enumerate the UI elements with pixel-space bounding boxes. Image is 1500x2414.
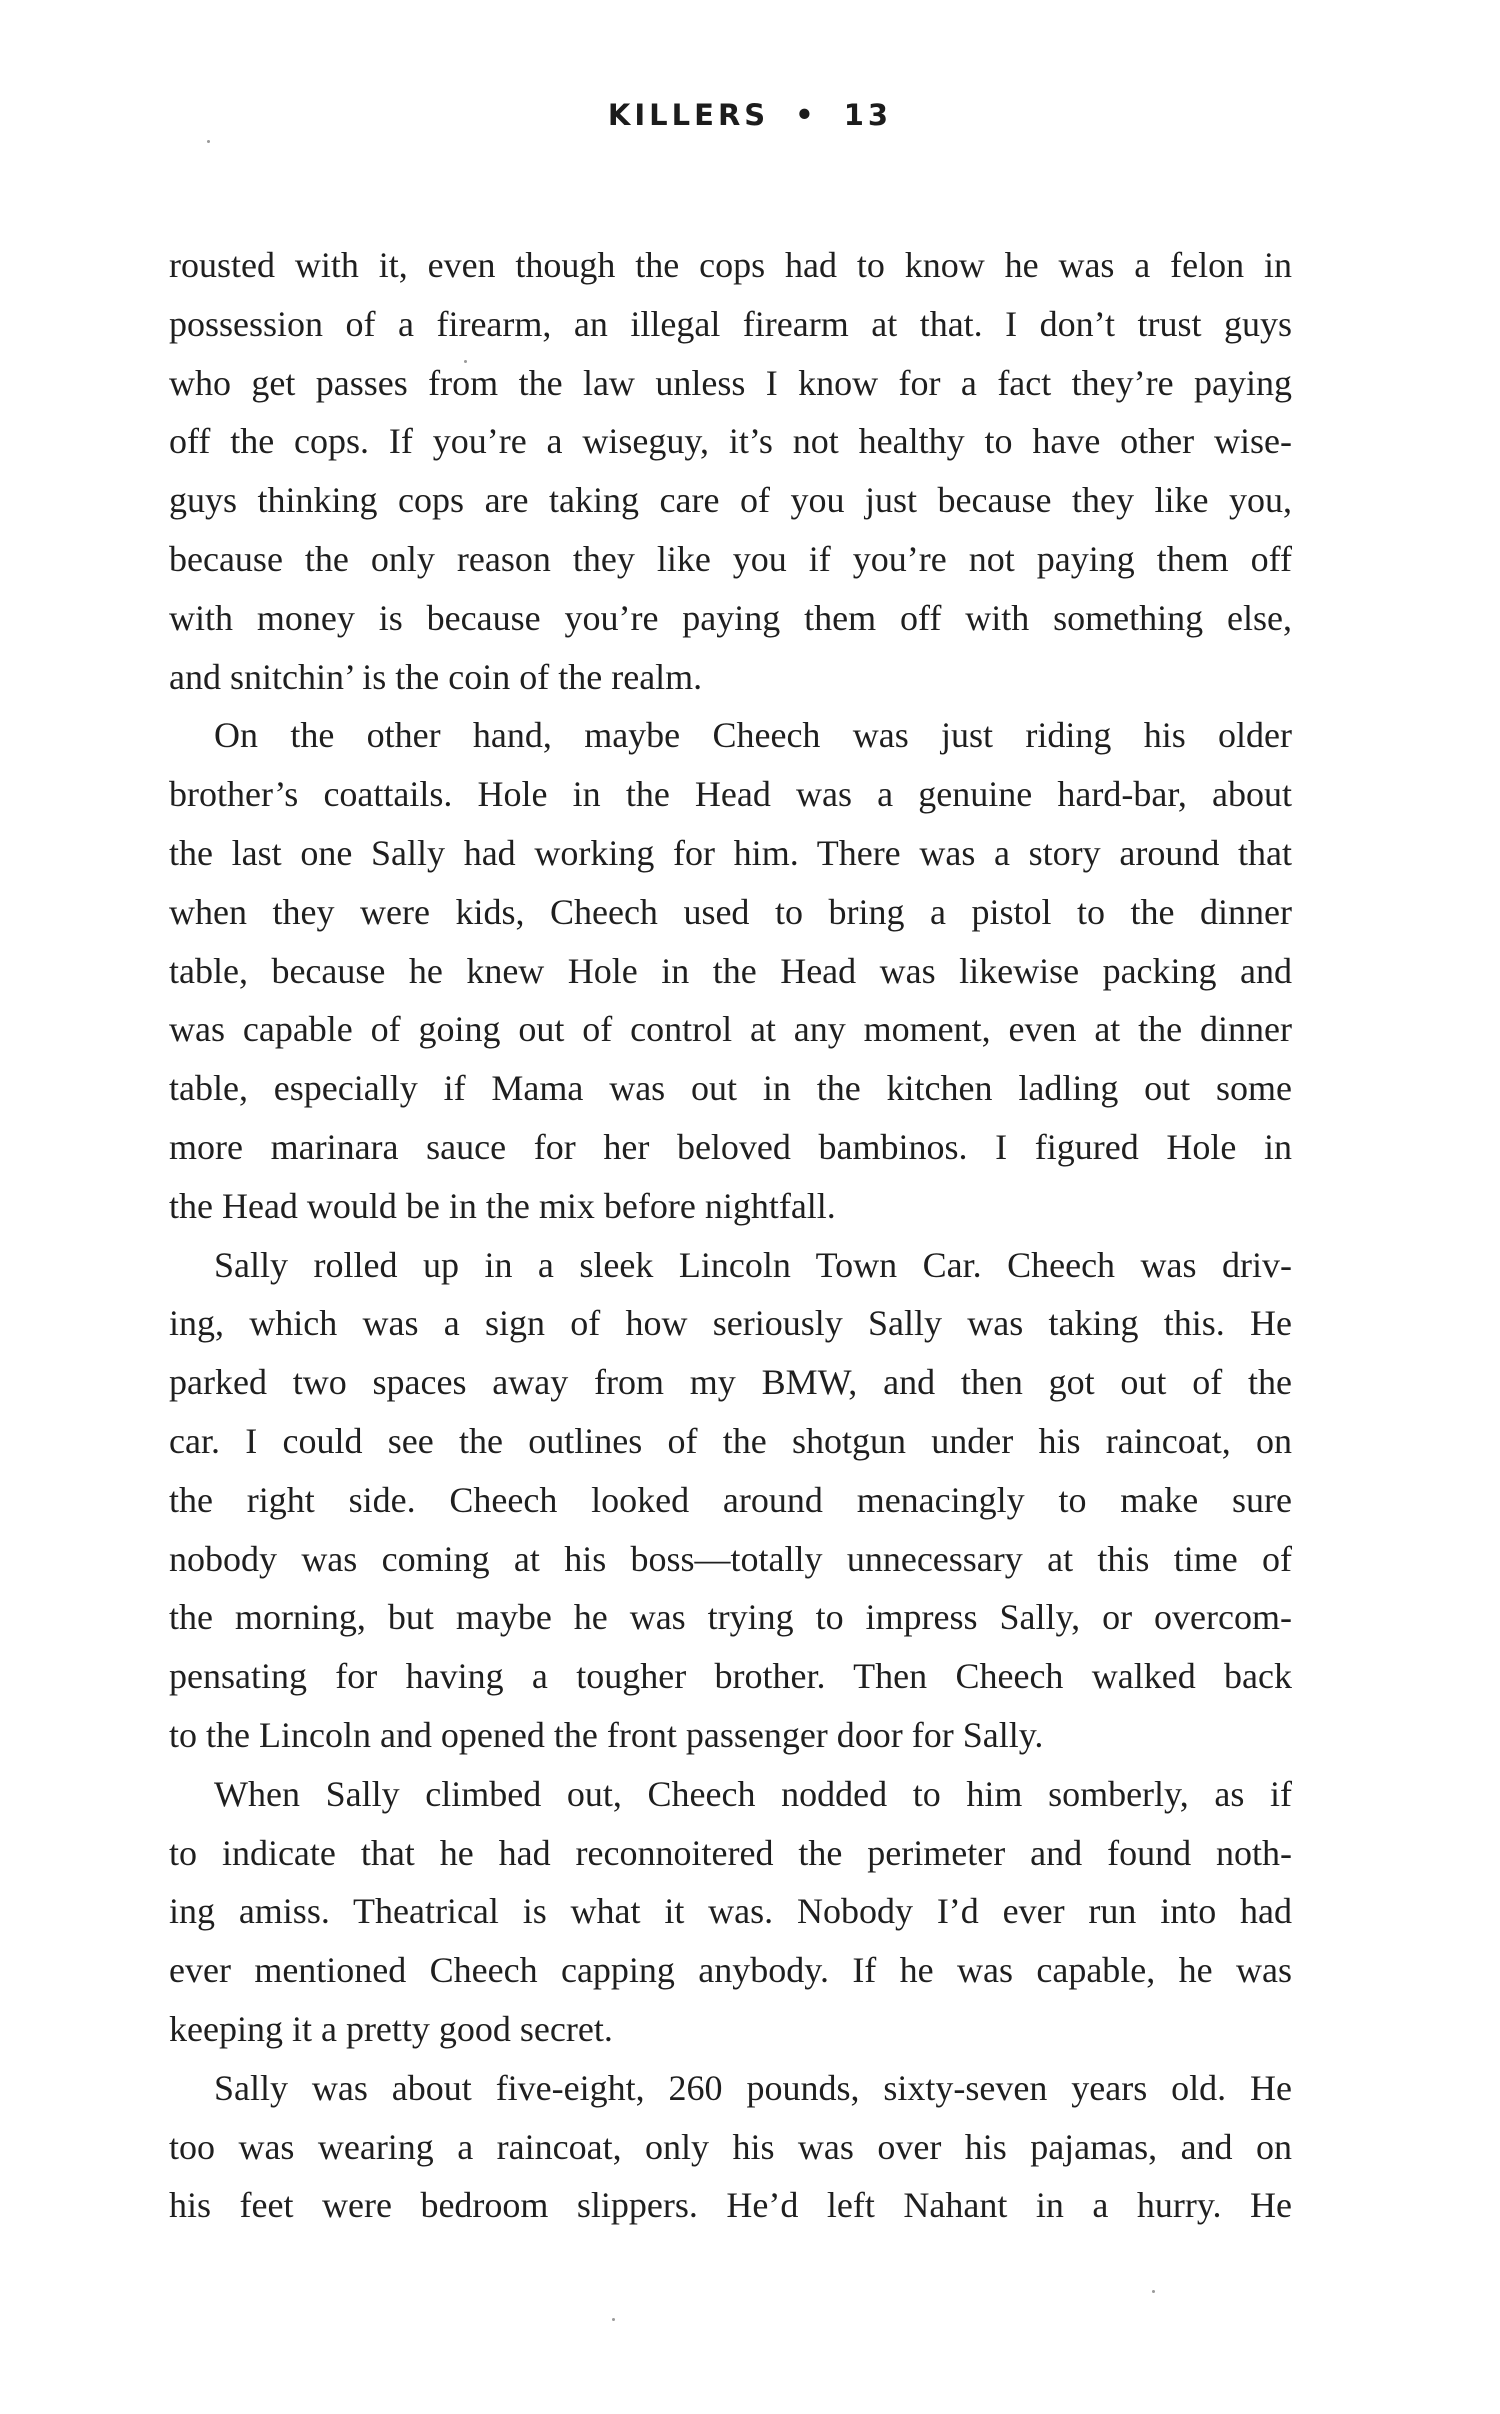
text-line: with money is because you’re paying them off with something else, xyxy=(169,597,1292,638)
paper-speck xyxy=(612,2318,615,2321)
text-line: the Head would be in the mix before nightfall. xyxy=(169,1185,836,1226)
text-line: car. I could see the outlines of the shotgun under his raincoat, on xyxy=(169,1420,1292,1461)
text-line: table, especially if Mama was out in the kitchen ladling out some xyxy=(169,1068,1292,1109)
paper-speck xyxy=(464,360,467,363)
text-line: off the cops. If you’re a wiseguy, it’s not healthy to have other wise- xyxy=(169,421,1292,462)
text-line: brother’s coattails. Hole in the Head was a genuine hard-bar, about xyxy=(169,774,1292,815)
text-line: ever mentioned Cheech capping anybody. If he was capable, he was xyxy=(169,1950,1292,1991)
text-line: the morning, but maybe he was trying to impress Sally, or overcom- xyxy=(169,1597,1292,1638)
text-line: more marinara sauce for her beloved bambinos. I figured Hole in xyxy=(169,1126,1292,1167)
header-separator: • xyxy=(795,98,818,132)
text-line: to indicate that he had reconnoitered the perimeter and found noth- xyxy=(169,1832,1292,1873)
text-line: and snitchin’ is the coin of the realm. xyxy=(169,656,703,697)
text-line: was capable of going out of control at any moment, even at the dinner xyxy=(169,1009,1292,1050)
text-line: possession of a firearm, an illegal firearm at that. I don’t trust guys xyxy=(169,303,1292,344)
text-line: pensating for having a tougher brother. Then Cheech walked back xyxy=(169,1656,1292,1697)
text-line: When Sally climbed out, Cheech nodded to him somberly, as if xyxy=(214,1773,1292,1814)
paragraph-4 xyxy=(169,1765,1292,2059)
text-line: nobody was coming at his boss—totally unnecessary at this time of xyxy=(169,1538,1292,1579)
running-head xyxy=(0,98,1500,132)
text-line: to the Lincoln and opened the front passenger door for Sally. xyxy=(169,1714,1044,1755)
text-line: who get passes from the law unless I know for a fact they’re paying xyxy=(169,362,1292,403)
text-line: Sally rolled up in a sleek Lincoln Town Car. Cheech was driv- xyxy=(214,1244,1292,1285)
text-line: his feet were bedroom slippers. He’d left Nahant in a hurry. He xyxy=(169,2185,1292,2226)
text-line: because the only reason they like you if you’re not paying them off xyxy=(169,538,1292,579)
text-line: rousted with it, even though the cops had to know he was a felon in xyxy=(169,245,1292,285)
text-line: table, because he knew Hole in the Head was likewise packing and xyxy=(169,950,1292,991)
paragraph-3 xyxy=(169,1236,1292,1765)
text-line: On the other hand, maybe Cheech was just riding his older xyxy=(214,715,1292,756)
text-line: when they were kids, Cheech used to bring a pistol to the dinner xyxy=(169,891,1292,932)
page-number: 13 xyxy=(843,98,893,132)
text-line: Sally was about five-eight, 260 pounds, sixty-seven years old. He xyxy=(214,2067,1292,2108)
text-line: ing amiss. Theatrical is what it was. Nobody I’d ever run into had xyxy=(169,1891,1292,1932)
paragraph-5 xyxy=(169,2059,1292,2235)
body-text xyxy=(169,236,1292,2235)
text-line: ing, which was a sign of how seriously Sally was taking this. He xyxy=(169,1303,1292,1344)
text-line: the right side. Cheech looked around menacingly to make sure xyxy=(169,1479,1292,1520)
text-line: the last one Sally had working for him. There was a story around that xyxy=(169,832,1292,873)
text-line: guys thinking cops are taking care of you just because they like you, xyxy=(169,480,1292,521)
paper-speck xyxy=(207,140,210,143)
text-line: too was wearing a raincoat, only his was over his pajamas, and on xyxy=(169,2126,1292,2167)
book-title: KILLERS xyxy=(607,98,770,132)
text-line: parked two spaces away from my BMW, and then got out of the xyxy=(169,1362,1292,1403)
paragraph-2 xyxy=(169,706,1292,1235)
paper-speck xyxy=(1152,2290,1155,2293)
paragraph-1 xyxy=(169,236,1292,706)
text-line: keeping it a pretty good secret. xyxy=(169,2008,613,2049)
